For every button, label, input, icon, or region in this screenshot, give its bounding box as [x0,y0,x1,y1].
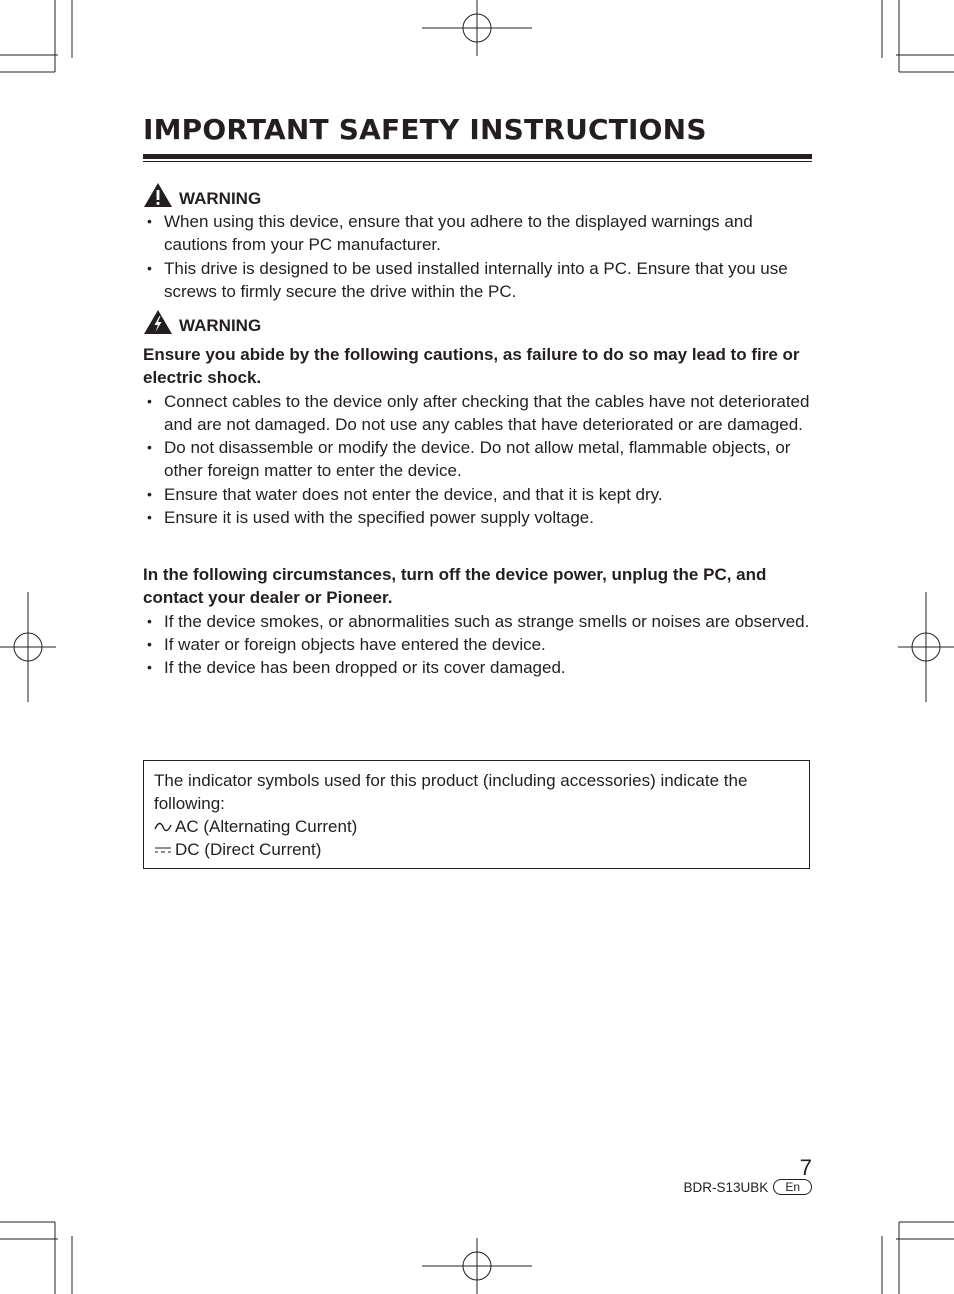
ac-line [154,815,799,838]
list-item: • Ensure that water does not enter the device, and that it is kept dry. [143,483,811,506]
warning-label: WARNING [179,316,262,335]
model-name: BDR-S13UBK [683,1179,769,1195]
warning-2-section [143,343,811,529]
title-rule-thin [143,161,812,162]
list-item: • Ensure it is used with the specified power supply voltage. [143,506,811,529]
warning-heading-1 [143,182,261,208]
dc-line [154,838,799,861]
indicator-intro: The indicator symbols used for this product (including accessories) indicate the following: [154,771,748,813]
list-item: • This drive is designed to be used installed internally into a PC. Ensure that you use screws to firmly secure the drive within the PC. [143,257,811,304]
ac-label: AC (Alternating Current) [175,817,358,836]
list-item: • If the device has been dropped or its cover damaged. [143,656,811,679]
warning-heading-2 [143,309,261,335]
circumstances-section [143,563,811,679]
warning-label: WARNING [179,189,262,208]
language-tab: En [773,1179,812,1195]
list-item: • If the device smokes, or abnormalities such as strange smells or noises are observed. [143,610,811,633]
page-title: IMPORTANT SAFETY INSTRUCTIONS [143,113,707,146]
warning-2-intro: Ensure you abide by the following cautions, as failure to do so may lead to fire or electric shock. [143,345,800,388]
list-item: • When using this device, ensure that you adhere to the displayed warnings and cautions from your PC manufacturer. [143,210,811,257]
warning-1-list [143,210,811,303]
page-number: 7 [799,1155,812,1180]
dc-symbol-icon [154,844,172,856]
dc-label: DC (Direct Current) [175,840,322,859]
indicator-symbols-box [143,760,810,869]
ac-wave-icon [154,821,172,833]
list-item: • Connect cables to the device only after checking that the cables have not deteriorated and are not damaged. Do not use any cables that have deteriorated or are damaged. [143,390,811,437]
list-item: • If water or foreign objects have entered the device. [143,633,811,656]
electric-shock-triangle-icon [143,309,173,335]
title-rule-thick [143,154,812,159]
list-item: • Do not disassemble or modify the device. Do not allow metal, flammable objects, or other foreign matter to enter the device. [143,436,811,483]
model-footer [684,1179,812,1195]
exclamation-triangle-icon [143,182,173,208]
circumstances-intro: In the following circumstances, turn off the device power, unplug the PC, and contact your dealer or Pioneer. [143,565,767,608]
